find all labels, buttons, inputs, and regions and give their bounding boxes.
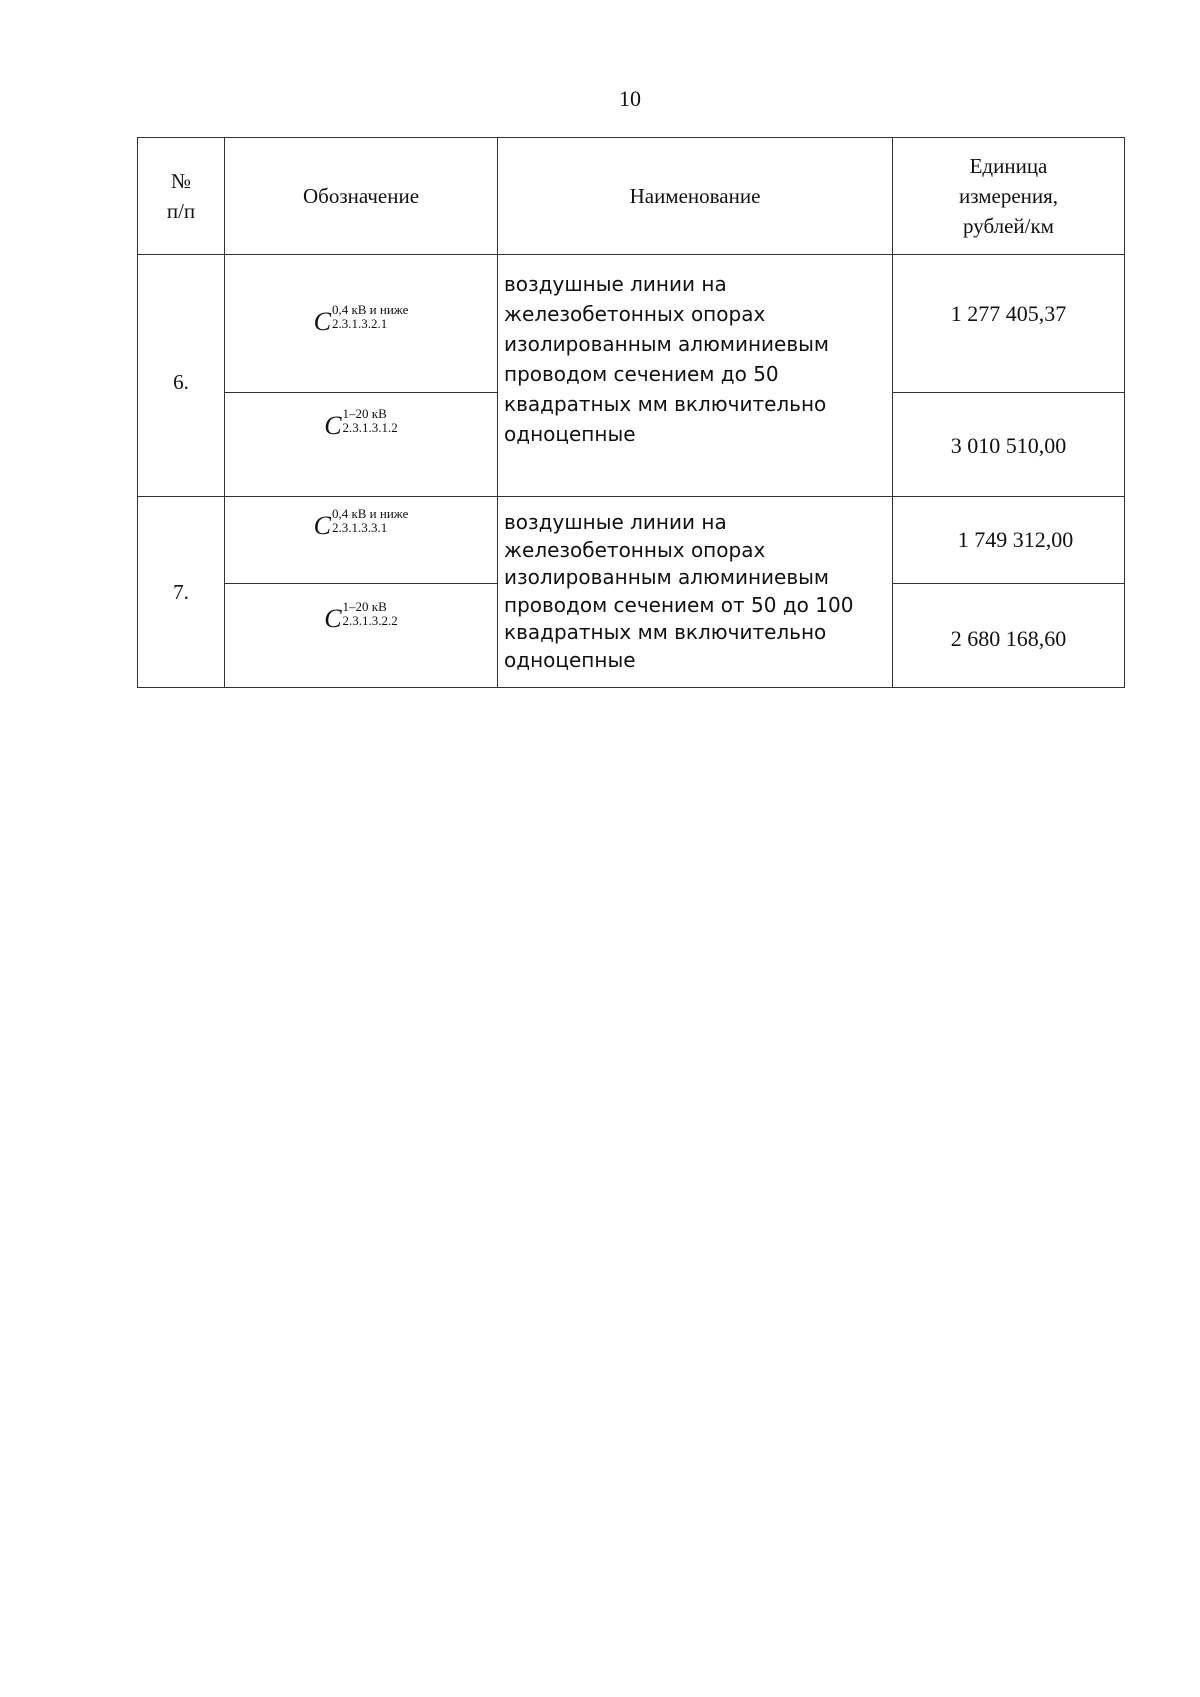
- header-number-line1: №: [170, 169, 192, 193]
- code-formula: [314, 507, 409, 539]
- row-value: 1 749 312,00: [893, 497, 1125, 584]
- formula-symbol: C: [313, 511, 331, 540]
- formula-subscript: 2.3.1.3.2.1: [331, 316, 388, 331]
- code-formula: [324, 407, 398, 439]
- row-number: 6.: [138, 255, 225, 497]
- formula-superscript: 0,4 кВ и ниже: [331, 302, 409, 317]
- table-header-row: [138, 138, 1125, 255]
- header-unit: [893, 138, 1125, 255]
- code-formula: [314, 303, 409, 335]
- row-code: [225, 584, 498, 688]
- code-formula: [324, 600, 398, 632]
- formula-subscript: 2.3.1.3.3.1: [331, 520, 388, 535]
- row-value: 2 680 168,60: [893, 584, 1125, 688]
- table-row: [138, 497, 1125, 584]
- header-number-line2: п/п: [166, 199, 196, 223]
- row-name: воздушные линии на железобетонных опорах изолированным алюминиевым проводом сечением до 50 квадратных мм включительно одноцепные: [498, 255, 893, 497]
- formula-symbol: C: [324, 411, 342, 440]
- header-code: Обозначение: [225, 138, 498, 255]
- formula-symbol: C: [324, 604, 342, 633]
- formula-symbol: C: [313, 307, 331, 336]
- row-value: 3 010 510,00: [893, 393, 1125, 497]
- formula-superscript: 0,4 кВ и ниже: [331, 506, 409, 521]
- header-name: Наименование: [498, 138, 893, 255]
- formula-subscript: 2.3.1.3.1.2: [342, 420, 398, 435]
- row-number: 7.: [138, 497, 225, 688]
- header-unit-line1: Единица: [969, 154, 1048, 178]
- row-code: [225, 393, 498, 497]
- row-name: воздушные линии на железобетонных опорах изолированным алюминиевым проводом сечением от 50 до 100 квадратных мм включительно одноцепные: [498, 497, 893, 688]
- header-unit-line2: измерения,: [958, 184, 1059, 208]
- table-row: [138, 255, 1125, 393]
- formula-superscript: 1–20 кВ: [342, 406, 387, 421]
- rates-table: [137, 137, 1125, 688]
- formula-subscript: 2.3.1.3.2.2: [342, 613, 398, 628]
- header-unit-line3: рублей/км: [963, 214, 1054, 238]
- header-number: [138, 138, 225, 255]
- row-code: [225, 255, 498, 393]
- formula-superscript: 1–20 кВ: [342, 599, 387, 614]
- page-number: 10: [619, 86, 641, 111]
- row-code: [225, 497, 498, 584]
- row-value: 1 277 405,37: [893, 255, 1125, 393]
